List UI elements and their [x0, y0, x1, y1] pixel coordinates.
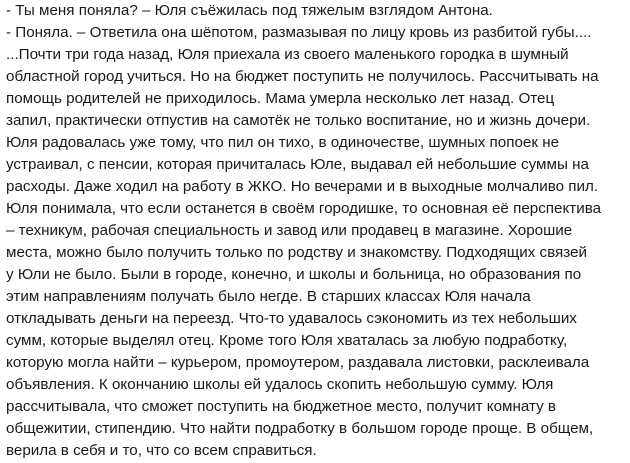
text-line: у Юли не было. Были в городе, конечно, и школы и больница, но образования по [6, 266, 582, 283]
text-line: этим направлениям получать было негде. В старших классах Юля начала [6, 288, 531, 305]
text-line: - Ты меня поняла? – Юля съёжилась под тяжелым взглядом Антона. [6, 2, 493, 19]
text-line: помощь родителей не приходилось. Мама умерла несколько лет назад. Отец [6, 90, 555, 107]
text-line: верила в себя и то, что со всем справиться. [6, 442, 317, 459]
text-line: общежитии, стипендию. Что найти подработку в большом городе проще. В общем, [6, 420, 594, 437]
text-line: Юля радовалась уже тому, что пил он тихо, в одиночестве, шумных попоек не [6, 134, 560, 151]
text-line: ...Почти три года назад, Юля приехала из своего маленького городка в шумный [6, 46, 569, 63]
text-line: откладывать деньги на переезд. Что-то удавалось сэкономить из тех небольших [6, 310, 577, 327]
text-line: запил, практически отпустив на самотёк не только воспитание, но и жизнь дочери. [6, 112, 591, 129]
text-line: рассчитывала, что сможет поступить на бюджетное место, получит комнату в [6, 398, 556, 415]
text-line: сумм, которые выделял отец. Кроме того Юля хваталась за любую подработку, [6, 332, 568, 349]
text-line: расходы. Даже ходил на работу в ЖКО. Но вечерами и в выходные молчаливо пил. [6, 178, 599, 195]
text-line: объявления. К окончанию школы ей удалось скопить небольшую сумму. Юля [6, 376, 554, 393]
text-line: – техникум, рабочая специальность и завод или продавец в магазине. Хорошие [6, 222, 573, 239]
text-line: - Поняла. – Ответила она шёпотом, размазывая по лицу кровь из разбитой губы.... [6, 24, 592, 41]
text-line: областной город учиться. Но на бюджет поступить не получилось. Рассчитывать на [6, 68, 599, 85]
text-line: которую могла найти – курьером, промоутером, раздавала листовки, расклеивала [6, 354, 590, 371]
text-line: Юля понимала, что если останется в своём городишке, то основная её перспектива [6, 200, 602, 217]
text-line: устраивал, с пенсии, которая причиталась Юле, выдавал ей небольшие суммы на [6, 156, 589, 173]
text-line: места, можно было получить только по родству и знакомству. Подходящих связей [6, 244, 587, 261]
